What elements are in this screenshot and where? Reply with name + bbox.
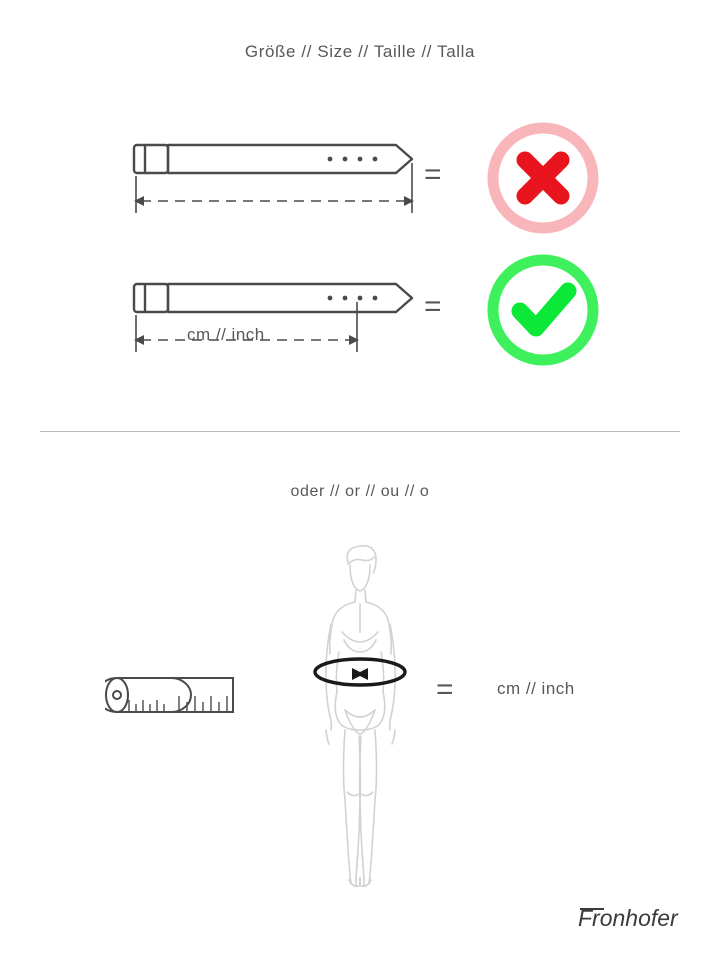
belt-measure-wrong bbox=[0, 118, 720, 238]
page-title: Größe // Size // Taille // Talla bbox=[244, 42, 476, 61]
equals-sign-wrong: = bbox=[424, 158, 442, 191]
equals-sign-body: = bbox=[436, 673, 454, 706]
waist-measure-ellipse bbox=[315, 659, 405, 685]
body-unit-label: cm // inch bbox=[497, 679, 575, 698]
check-icon bbox=[487, 254, 599, 366]
brand-logo-text: Fronhofer bbox=[578, 905, 678, 931]
cross-icon bbox=[487, 122, 599, 234]
brand-logo bbox=[578, 900, 698, 938]
belt-holes-correct bbox=[328, 296, 378, 301]
body-figure-illustration bbox=[290, 540, 430, 910]
belt-measure-correct bbox=[0, 252, 720, 387]
belt-unit-label: cm // inch bbox=[187, 325, 265, 344]
section-divider bbox=[40, 431, 680, 432]
section-subtitle: oder // or // ou // o bbox=[290, 483, 430, 500]
belt-holes-wrong bbox=[328, 157, 378, 162]
equals-sign-correct: = bbox=[424, 290, 442, 323]
tape-measure-icon bbox=[105, 660, 255, 730]
